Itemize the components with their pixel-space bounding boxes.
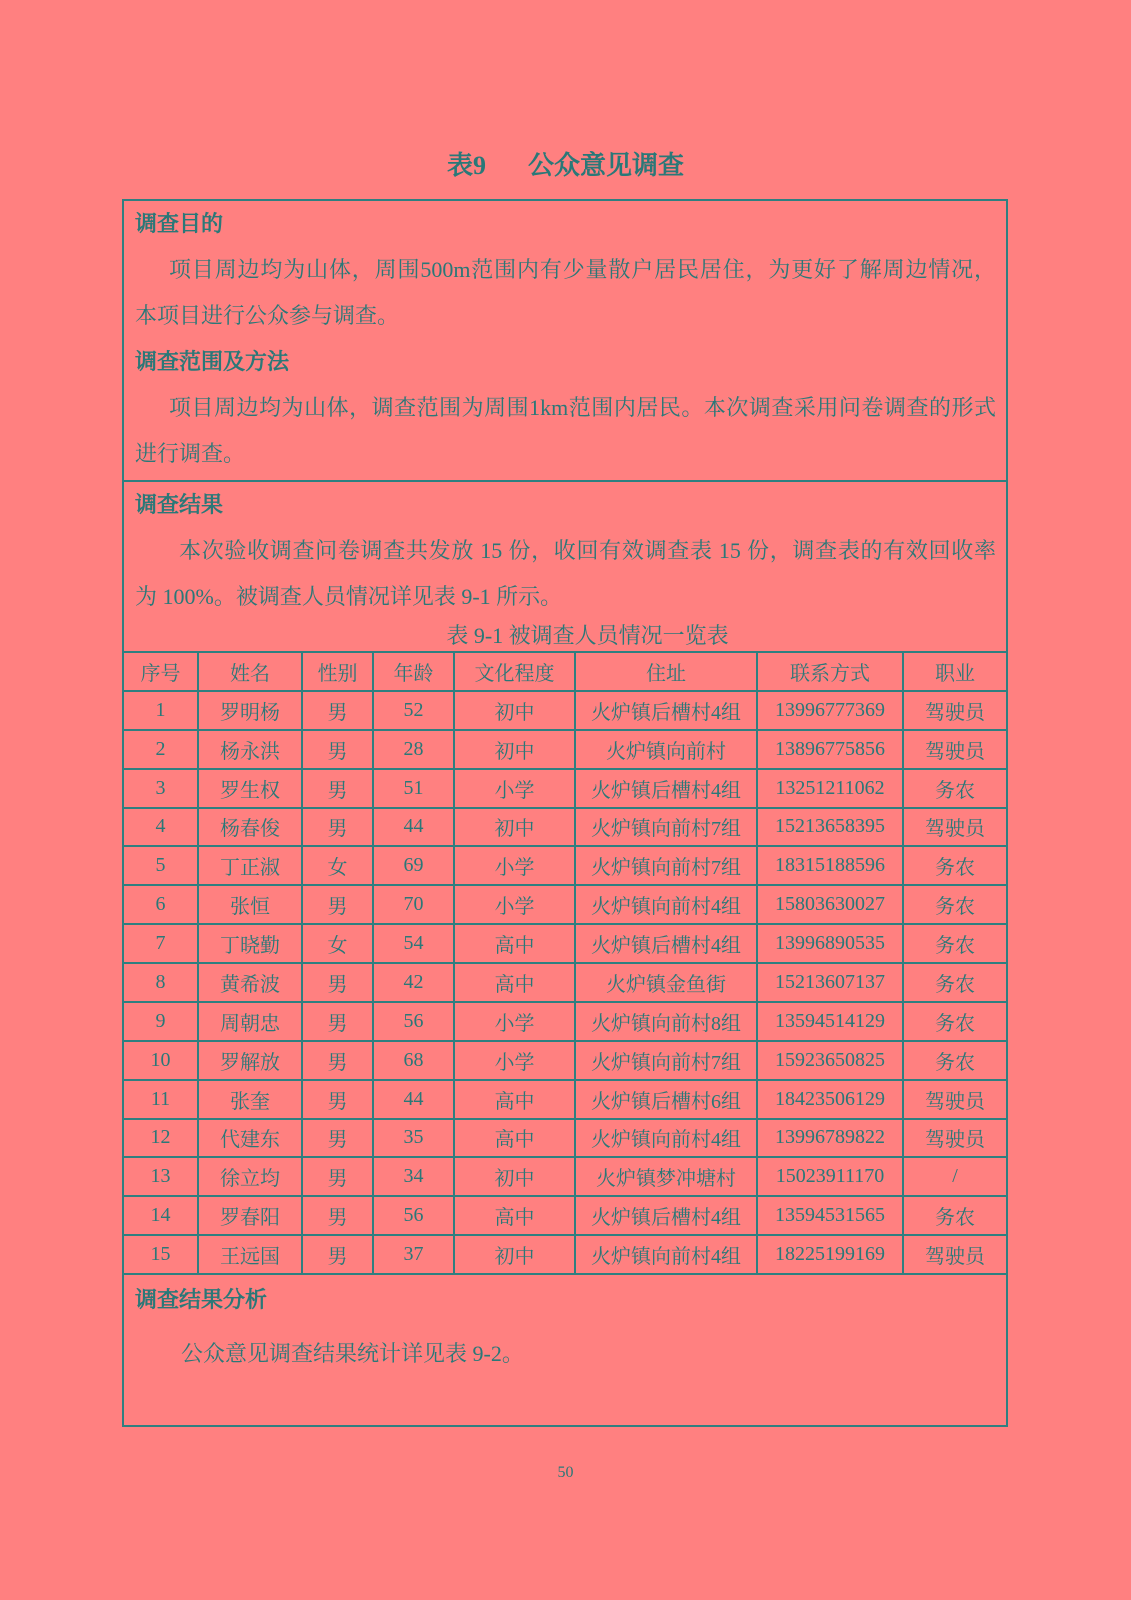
cell-phone: 15803630027 — [757, 885, 903, 924]
cell-occupation: 务农 — [903, 1002, 1006, 1041]
table-row — [124, 691, 1006, 730]
table-caption: 表 9-1 被调查人员情况一览表 — [446, 623, 729, 648]
cell-phone: 13996777369 — [757, 691, 903, 730]
cell-education: 初中 — [454, 730, 575, 769]
cell-no: 7 — [124, 924, 198, 963]
cell-address: 火炉镇向前村7组 — [575, 808, 757, 847]
table-head — [124, 652, 1006, 691]
table-row — [124, 1196, 1006, 1235]
cell-address: 火炉镇后槽村4组 — [575, 924, 757, 963]
cell-gender: 男 — [302, 691, 373, 730]
cell-phone: 13594531565 — [757, 1196, 903, 1235]
cell-gender: 男 — [302, 1119, 373, 1158]
cell-phone: 18225199169 — [757, 1235, 903, 1274]
cell-age: 56 — [373, 1002, 454, 1041]
cell-age: 44 — [373, 808, 454, 847]
cell-education: 高中 — [454, 1080, 575, 1119]
purpose-text-line: 本项目进行公众参与调查。 — [135, 303, 400, 328]
analysis-text-line: 公众意见调查结果统计详见表 9-2。 — [181, 1341, 524, 1366]
column-header-address: 住址 — [575, 652, 757, 691]
cell-name: 张恒 — [198, 885, 302, 924]
cell-name: 王远国 — [198, 1235, 302, 1274]
table-row — [124, 1119, 1006, 1158]
cell-age: 37 — [373, 1235, 454, 1274]
cell-occupation: 务农 — [903, 963, 1006, 1002]
cell-address: 火炉镇金鱼街 — [575, 963, 757, 1002]
cell-occupation: 务农 — [903, 1041, 1006, 1080]
cell-age: 34 — [373, 1157, 454, 1196]
table-row — [124, 1235, 1006, 1274]
cell-phone: 18315188596 — [757, 846, 903, 885]
table-row — [124, 1157, 1006, 1196]
cell-gender: 男 — [302, 1157, 373, 1196]
cell-age: 28 — [373, 730, 454, 769]
cell-gender: 男 — [302, 769, 373, 808]
cell-age: 42 — [373, 963, 454, 1002]
cell-no: 5 — [124, 846, 198, 885]
cell-occupation: 驾驶员 — [903, 730, 1006, 769]
cell-education: 小学 — [454, 885, 575, 924]
cell-phone: 15213607137 — [757, 963, 903, 1002]
cell-education: 初中 — [454, 691, 575, 730]
cell-address: 火炉镇向前村7组 — [575, 1041, 757, 1080]
cell-address: 火炉镇后槽村6组 — [575, 1080, 757, 1119]
column-header-phone: 联系方式 — [757, 652, 903, 691]
column-header-occupation: 职业 — [903, 652, 1006, 691]
cell-occupation: 驾驶员 — [903, 1235, 1006, 1274]
cell-address: 火炉镇向前村4组 — [575, 1119, 757, 1158]
cell-education: 初中 — [454, 808, 575, 847]
cell-name: 张奎 — [198, 1080, 302, 1119]
cell-phone: 15923650825 — [757, 1041, 903, 1080]
table-row — [124, 808, 1006, 847]
cell-no: 8 — [124, 963, 198, 1002]
section-results — [124, 482, 1006, 651]
scope-text-line: 项目周边均为山体，调查范围为周围1km范围内居民。本次调查采用问卷调查的形式 — [169, 395, 996, 420]
cell-phone: 18423506129 — [757, 1080, 903, 1119]
title-table-number: 表9 — [446, 151, 486, 180]
title-text: 公众意见调查 — [528, 151, 685, 180]
cell-occupation: 驾驶员 — [903, 691, 1006, 730]
cell-name: 黄希波 — [198, 963, 302, 1002]
heading-analysis: 调查结果分析 — [135, 1287, 268, 1312]
cell-occupation: 驾驶员 — [903, 1119, 1006, 1158]
section-analysis — [124, 1275, 1006, 1427]
cell-no: 14 — [124, 1196, 198, 1235]
table-row — [124, 1041, 1006, 1080]
cell-gender: 男 — [302, 1196, 373, 1235]
cell-gender: 男 — [302, 808, 373, 847]
table-row — [124, 769, 1006, 808]
cell-age: 35 — [373, 1119, 454, 1158]
cell-no: 11 — [124, 1080, 198, 1119]
cell-phone: 13996789822 — [757, 1119, 903, 1158]
cell-education: 小学 — [454, 1041, 575, 1080]
cell-education: 小学 — [454, 846, 575, 885]
table-row — [124, 924, 1006, 963]
cell-name: 周朝忠 — [198, 1002, 302, 1041]
cell-name: 丁晓勤 — [198, 924, 302, 963]
heading-results: 调查结果 — [135, 492, 224, 517]
cell-name: 丁正淑 — [198, 846, 302, 885]
cell-name: 杨永洪 — [198, 730, 302, 769]
cell-address: 火炉镇向前村 — [575, 730, 757, 769]
table-row — [124, 885, 1006, 924]
cell-age: 70 — [373, 885, 454, 924]
cell-occupation: 务农 — [903, 1196, 1006, 1235]
cell-no: 3 — [124, 769, 198, 808]
heading-purpose: 调查目的 — [135, 211, 224, 236]
cell-address: 火炉镇向前村4组 — [575, 1235, 757, 1274]
cell-name: 代建东 — [198, 1119, 302, 1158]
cell-education: 高中 — [454, 1119, 575, 1158]
cell-address: 火炉镇后槽村4组 — [575, 691, 757, 730]
cell-no: 15 — [124, 1235, 198, 1274]
column-header-age: 年龄 — [373, 652, 454, 691]
table-row — [124, 730, 1006, 769]
purpose-text-line: 项目周边均为山体，周围500m范围内有少量散户居民居住，为更好了解周边情况， — [169, 257, 996, 282]
cell-gender: 男 — [302, 1235, 373, 1274]
cell-name: 杨春俊 — [198, 808, 302, 847]
cell-education: 高中 — [454, 1196, 575, 1235]
column-header-name: 姓名 — [198, 652, 302, 691]
cell-no: 12 — [124, 1119, 198, 1158]
table-header-row — [124, 652, 1006, 691]
table-row — [124, 846, 1006, 885]
cell-gender: 女 — [302, 846, 373, 885]
cell-phone: 13996890535 — [757, 924, 903, 963]
cell-education: 初中 — [454, 1235, 575, 1274]
cell-age: 69 — [373, 846, 454, 885]
section-purpose-and-scope — [124, 201, 1006, 482]
table-row — [124, 963, 1006, 1002]
cell-name: 罗明杨 — [198, 691, 302, 730]
cell-no: 9 — [124, 1002, 198, 1041]
cell-name: 罗解放 — [198, 1041, 302, 1080]
table-body — [124, 691, 1006, 1274]
table-row — [124, 1080, 1006, 1119]
cell-no: 10 — [124, 1041, 198, 1080]
cell-age: 54 — [373, 924, 454, 963]
cell-gender: 男 — [302, 730, 373, 769]
cell-education: 高中 — [454, 924, 575, 963]
cell-no: 13 — [124, 1157, 198, 1196]
cell-address: 火炉镇向前村8组 — [575, 1002, 757, 1041]
cell-occupation: 务农 — [903, 846, 1006, 885]
cell-gender: 男 — [302, 1002, 373, 1041]
cell-occupation: 务农 — [903, 924, 1006, 963]
cell-address: 火炉镇后槽村4组 — [575, 1196, 757, 1235]
cell-age: 56 — [373, 1196, 454, 1235]
column-header-no: 序号 — [124, 652, 198, 691]
table-row — [124, 1002, 1006, 1041]
column-header-education: 文化程度 — [454, 652, 575, 691]
survey-box — [122, 199, 1008, 1427]
cell-age: 68 — [373, 1041, 454, 1080]
page-number: 50 — [557, 1464, 574, 1481]
cell-age: 44 — [373, 1080, 454, 1119]
cell-age: 52 — [373, 691, 454, 730]
cell-no: 4 — [124, 808, 198, 847]
cell-name: 罗生权 — [198, 769, 302, 808]
cell-name: 罗春阳 — [198, 1196, 302, 1235]
results-text-line: 为 100%。被调查人员情况详见表 9-1 所示。 — [135, 584, 563, 609]
cell-phone: 13251211062 — [757, 769, 903, 808]
cell-education: 小学 — [454, 1002, 575, 1041]
column-header-gender: 性别 — [302, 652, 373, 691]
cell-occupation: 务农 — [903, 769, 1006, 808]
cell-gender: 女 — [302, 924, 373, 963]
cell-education: 初中 — [454, 1157, 575, 1196]
page-title — [0, 150, 1131, 182]
cell-name: 徐立均 — [198, 1157, 302, 1196]
cell-no: 2 — [124, 730, 198, 769]
cell-occupation: 驾驶员 — [903, 1080, 1006, 1119]
cell-gender: 男 — [302, 1080, 373, 1119]
cell-phone: 13594514129 — [757, 1002, 903, 1041]
cell-phone: 15213658395 — [757, 808, 903, 847]
cell-gender: 男 — [302, 963, 373, 1002]
cell-address: 火炉镇后槽村4组 — [575, 769, 757, 808]
cell-address: 火炉镇梦冲塘村 — [575, 1157, 757, 1196]
cell-gender: 男 — [302, 885, 373, 924]
cell-occupation: 驾驶员 — [903, 808, 1006, 847]
cell-education: 小学 — [454, 769, 575, 808]
cell-age: 51 — [373, 769, 454, 808]
heading-scope: 调查范围及方法 — [135, 349, 290, 374]
cell-address: 火炉镇向前村4组 — [575, 885, 757, 924]
cell-phone: 13896775856 — [757, 730, 903, 769]
results-text-line: 本次验收调查问卷调查共发放 15 份，收回有效调查表 15 份，调查表的有效回收率 — [179, 538, 996, 563]
cell-occupation: / — [903, 1157, 1006, 1196]
cell-education: 高中 — [454, 963, 575, 1002]
respondents-table — [124, 651, 1006, 1275]
scope-text-line: 进行调查。 — [135, 441, 246, 466]
cell-address: 火炉镇向前村7组 — [575, 846, 757, 885]
cell-no: 1 — [124, 691, 198, 730]
cell-phone: 15023911170 — [757, 1157, 903, 1196]
cell-no: 6 — [124, 885, 198, 924]
cell-gender: 男 — [302, 1041, 373, 1080]
cell-occupation: 务农 — [903, 885, 1006, 924]
